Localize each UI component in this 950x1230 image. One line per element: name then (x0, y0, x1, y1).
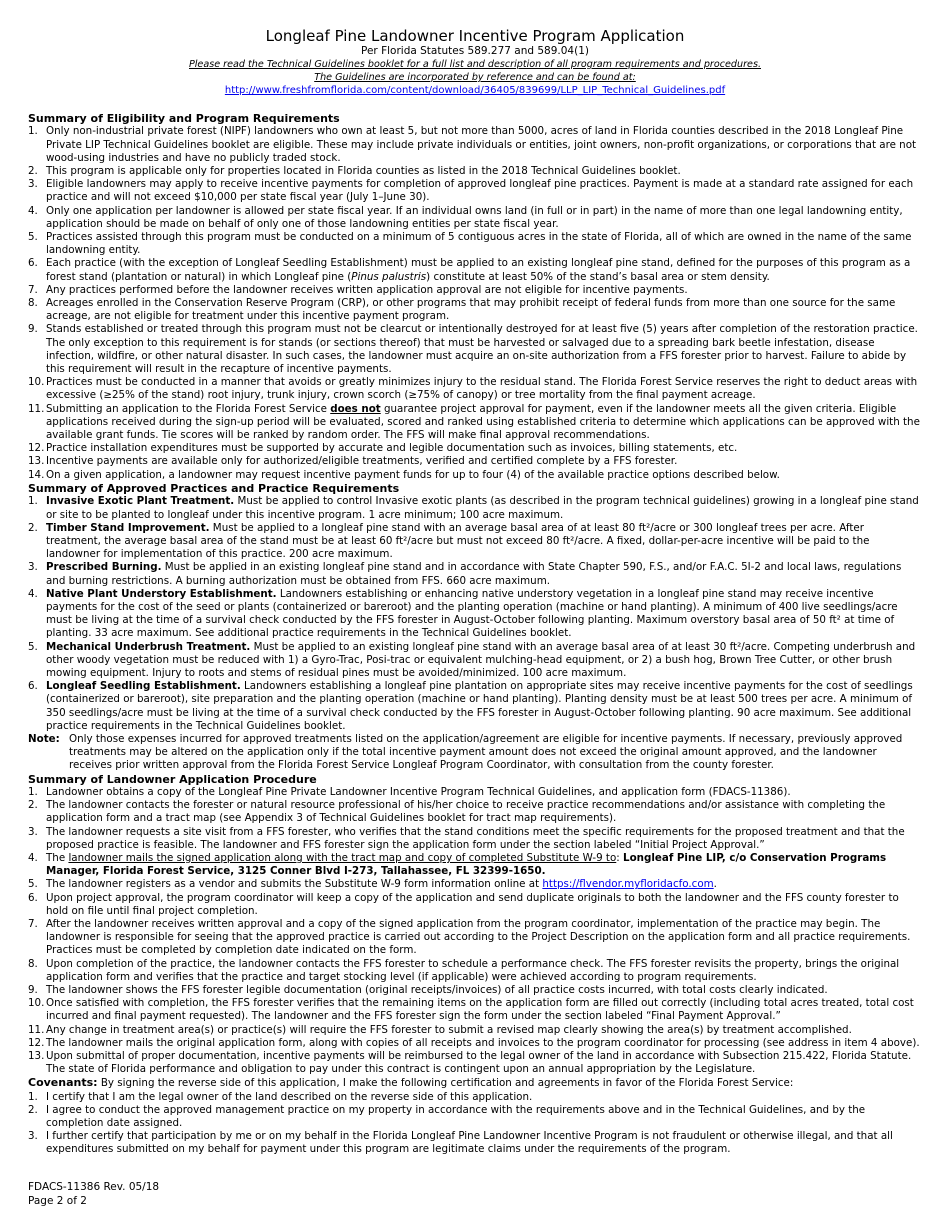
form-id: FDACS-11386 Rev. 05/18 (28, 1181, 160, 1193)
list-item: 1. Only non-industrial private forest (NIPF) landowners who own at least 5, but not more than 5000, acres of land in Florida counties described in the 2018 Longleaf Pine Private LIP Technical Guidelines booklet are eligible. These may include private individuals or entities, joint owners, non-profit organizations, or corporations that are not wood-using industries and have no publicly traded stock. (28, 125, 917, 164)
covenants-intro (28, 1076, 921, 1090)
list-item: 1. Landowner obtains a copy of the Longleaf Pine Private Landowner Incentive Program Technical Guidelines, and application form (FDACS-11386). (28, 785, 791, 798)
page-footer (28, 1180, 159, 1208)
list-item: 2. Timber Stand Improvement. Must be applied to a longleaf pine stand with an average basal area of at least 80 ft²/acre or 300 longleaf trees per acre. After treatment, the average basal area of the stand must be at least 60 ft²/acre but must not exceed 80 ft²/acre. A fixed, dollar-per-acre incentive will be paid to the landowner for implementation of this practice. 200 acre maximum. (28, 521, 870, 561)
list-item: 2. I agree to conduct the approved management practice on my property in accordance with the requirements above and in the Technical Guidelines, and by the completion date assigned. (28, 1103, 866, 1130)
list-item: 11. Submitting an application to the Florida Forest Service does not guarantee project approval for payment, even if the landowner meets all the given criteria. Eligible applications received during the sign-up period will be evaluated, scored and ranked using established criteria to determine which applications can be approved with the available grant funds. Tie scores will be ranked by random order. The FFS will make final approval recommendations. (28, 402, 920, 442)
list-item: 12. The landowner mails the original application form, along with copies of all receipts and invoices to the program coordinator for processing (see address in item 4 above). (28, 1036, 920, 1049)
list-item: 3. Prescribed Burning. Must be applied in an existing longleaf pine stand and in accordance with State Chapter 590, F.S., and/or F.A.C. 5I-2 and local laws, regulations and burning restrictions. A burning authorization must be obtained from FFS. 660 acre maximum. (28, 561, 902, 587)
list-item: 6. Upon project approval, the program coordinator will keep a copy of the application and send duplicate originals to both the landowner and the FFS county forester to hold on file until final project completion. (28, 891, 899, 917)
eligibility-list (28, 125, 921, 481)
covenants-label: Covenants: (28, 1076, 98, 1090)
list-item: 6. Each practice (with the exception of Longleaf Seedling Establishment) must be applied to an existing longleaf pine stand, defined for the purposes of this program as a forest stand (plantation or natural) in which Longleaf pine (Pinus palustris) constitute at least 50% of the stand’s basal area or stem density. (28, 257, 911, 283)
list-item: 4. Only one application per landowner is allowed per state fiscal year. If an individual owns land (in full or in part) in the name of more than one legal landowning entity, application should be made on behalf of only one of those landowning entities per state fiscal year. (28, 204, 903, 230)
procedure-list (28, 786, 921, 1076)
covenants-list (28, 1091, 921, 1157)
list-item: 4. Native Plant Understory Establishment. Landowners establishing or enhancing native understory vegetation in a longleaf pine stand may receive incentive payments for the cost of the seed or plants (containerized or bareroot) and the planting operation (machine or hand planting). A minimum of 400 live seedlings/acre must be living at the time of a survival check conducted by the FFS forester in August-October following planting. Maximum overstory basal area of 50 ft² at time of planting. 33 acre maximum. See additional practice requirements in the Technical Guidelines booklet. (28, 587, 898, 640)
page-number: Page 2 of 2 (28, 1195, 87, 1207)
list-item: 8. Upon completion of the practice, the landowner contacts the FFS forester to schedule a performance check. The FFS forester revisits the property, brings the original application form and verifies that the practice and target stocking level (if applicable) were achieved according to program requirements. (28, 957, 900, 983)
statutes-line: Per Florida Statutes 589.277 and 589.04(1) (361, 45, 589, 57)
list-item: 6. Longleaf Seedling Establishment. Landowners establishing a longleaf pine plantation on appropriate sites may receive incentive payments for the cost of seedlings (containerized or bareroot), site preparation and the planting operation (machine or hand planting). Planting density must be at least 500 trees per acre. A minimum of 350 seedlings/acre must be living at the time of a survival check conducted by the FFS forester in August-October following planting. 90 acre maximum. See additional practice requirements in the Technical Guidelines booklet. (28, 680, 913, 732)
list-item: 3. Eligible landowners may apply to receive incentive payments for completion of approved longleaf pine practices. Payment is made at a standard rate assigned for each practice and will not exceed $10,000 per state fiscal year (July 1–June 30). (28, 178, 914, 204)
covenants-intro-text: By signing the reverse side of this application, I make the following certification and agreements in favor of the Florida Forest Service: (97, 1077, 794, 1090)
incorporated-note: The Guidelines are incorporated by reference and can be found at: (314, 72, 636, 83)
practices-heading: Summary of Approved Practices and Practice Requirements (28, 481, 400, 495)
list-item: 3. The landowner requests a site visit from a FFS forester, who verifies that the stand conditions meet the specific requirements for the proposed treatment and that the proposed practice is feasible. The landowner and FFS forester sign the application form under the section labeled “Initial Project Approval.” (28, 825, 905, 851)
read-guidelines-note: Please read the Technical Guidelines booklet for a full list and description of all program requirements and procedures. (188, 59, 761, 70)
list-item: 10. Once satisfied with completion, the FFS forester verifies that the remaining items on the application form are filled out correctly (including total acres treated, total cost incurred and final payment requested). The landowner and the FFS forester sign the form under the section labeled “Final Payment Approval.” (28, 997, 914, 1023)
main-content (28, 112, 921, 1157)
note-label: Note: (28, 732, 60, 745)
list-item: 5. Practices assisted through this program must be conducted on a minimum of 5 contiguous acres in the state of Florida, all of which are owned in the name of the same landowning entity. (28, 231, 912, 257)
practices-note (28, 733, 921, 773)
list-item: 9. Stands established or treated through this program must not be clearcut or intentionally destroyed for at least five (5) years after completion of the restoration practice. The only exception to this requirement is for stands (or sections thereof) that must be harvested or salvaged due to a spreading bark beetle infestation, disease infection, wildfire, or other natural disaster. In such cases, the landowner must acquire an on-site authorization from a FFS forester prior to harvest. Failure to abide by this requirement will result in the recapture of incentive payments. (28, 323, 918, 376)
list-item: 14. On a given application, a landowner may request incentive payment funds for up to four (4) of the available practice options described below. (28, 468, 780, 481)
vendor-link[interactable]: https://flvendor.myfloridacfo.com (542, 878, 714, 891)
list-item: 2. This program is applicable only for properties located in Florida counties as listed in the 2018 Technical Guidelines booklet. (28, 165, 681, 178)
list-item: 4. The landowner mails the signed application along with the tract map and copy of completed Substitute W-9 to: Longleaf Pine LIP, c/o Conservation Programs Manager, Florida Forest Service, 3125 Conner Blvd I-273, Tallahassee, FL 32399-1650. (28, 851, 887, 878)
note-text: Only those expenses incurred for approved treatments listed on the application/agreement are eligible for incentive payments. If necessary, previously approved treatments may be altered on the application only if the total incentive payment amount does not exceed the original amount approved, and the landowner receives prior written approval from the Florida Forest Service Longleaf Program Coordinator, with consultation from the county forester. (69, 732, 903, 772)
list-item: 8. Acreages enrolled in the Conservation Reserve Program (CRP), or other programs that may prohibit receipt of federal funds from more than one source for the same acreage, are not eligible for treatment under this incentive payment program. (28, 297, 896, 323)
list-item: 11. Any change in treatment area(s) or practice(s) will require the FFS forester to submit a revised map clearly showing the area(s) by treatment accomplished. (28, 1023, 852, 1036)
procedure-heading: Summary of Landowner Application Procedure (28, 772, 317, 786)
list-item: 9. The landowner shows the FFS forester legible documentation (original receipts/invoices) of all practice costs incurred, with total costs clearly indicated. (28, 984, 828, 997)
guidelines-link[interactable]: http://www.freshfromflorida.com/content/download/36405/839699/LLP_LIP_Technical_Guidelines.pdf (224, 85, 726, 96)
list-item: 5. The landowner registers as a vendor and submits the Substitute W-9 form information online at https://flvendor.myfloridacfo.com. (28, 878, 717, 891)
page-header (0, 0, 950, 97)
page-title: Longleaf Pine Landowner Incentive Program Application (265, 27, 685, 45)
list-item: 13. Incentive payments are available only for authorized/eligible treatments, verified and certified complete by a FFS forester. (28, 455, 678, 468)
list-item: 12. Practice installation expenditures must be supported by accurate and legible documentation such as invoices, billing statements, etc. (28, 442, 738, 455)
list-item: 3. I further certify that participation by me or on my behalf in the Florida Longleaf Pine Landowner Incentive Program is not fraudulent or otherwise illegal, and that all expenditures submitted on my behalf for payment under this program are legitimate claims under the requirements of the program. (28, 1130, 893, 1156)
list-item: 13. Upon submittal of proper documentation, incentive payments will be reimbursed to the legal owner of the land in accordance with Subsection 215.422, Florida Statute. The state of Florida performance and obligation to pay under this contract is contingent upon an annual appropriation by the Legislature. (28, 1050, 912, 1076)
mailing-address: Longleaf Pine LIP, c/o Conservation Programs Manager, Florida Forest Service, 3125 Conner Blvd I-273, Tallahassee, FL 32399-1650. (46, 851, 887, 878)
list-item: 7. Any practices performed before the landowner receives written application approval are not eligible for incentive payments. (28, 283, 688, 296)
list-item: 10. Practices must be conducted in a manner that avoids or greatly minimizes injury to the residual stand. The Florida Forest Service reserves the right to deduct areas with excessive (≥25% of the stand) root injury, trunk injury, crown scorch (≥75% of canopy) or tree mortality from the final payment acreage. (28, 376, 918, 402)
list-item: 1. Invasive Exotic Plant Treatment. Must be applied to control Invasive exotic plants (as described in the program technical guidelines) growing in a longleaf pine stand or site to be planted to longleaf under this incentive program. 1 acre minimum; 100 acre maximum. (28, 495, 919, 521)
list-item: 7. After the landowner receives written approval and a copy of the signed application from the program coordinator, implementation of the practice may begin. The landowner is responsible for seeing that the approved practice is carried out according to the Project Description on the application form and all practice requirements. Practices must be completed by completion date indicated on the form. (28, 918, 911, 957)
list-item: 5. Mechanical Underbrush Treatment. Must be applied to an existing longleaf pine stand with an average basal area of at least 30 ft²/acre. Competing underbrush and other woody vegetation must be reduced with 1) a Gyro-Trac, Posi-trac or equivalent mulching-head equipment, or 2) a bush hog, Brown Tree Cutter, or other brush mowing equipment. Injury to roots and stems of residual pines must be avoided/minimized. 100 acre maximum. (28, 640, 916, 679)
list-item: 1. I certify that I am the legal owner of the land described on the reverse side of this application. (28, 1090, 533, 1103)
practices-list (28, 495, 921, 733)
eligibility-heading: Summary of Eligibility and Program Requirements (28, 112, 340, 125)
list-item: 2. The landowner contacts the forester or natural resource professional of his/her choice to receive practice recommendations and/or assistance with completing the application form and a tract map (see Appendix 3 of Technical Guidelines booklet for tract map requirements). (28, 799, 886, 825)
